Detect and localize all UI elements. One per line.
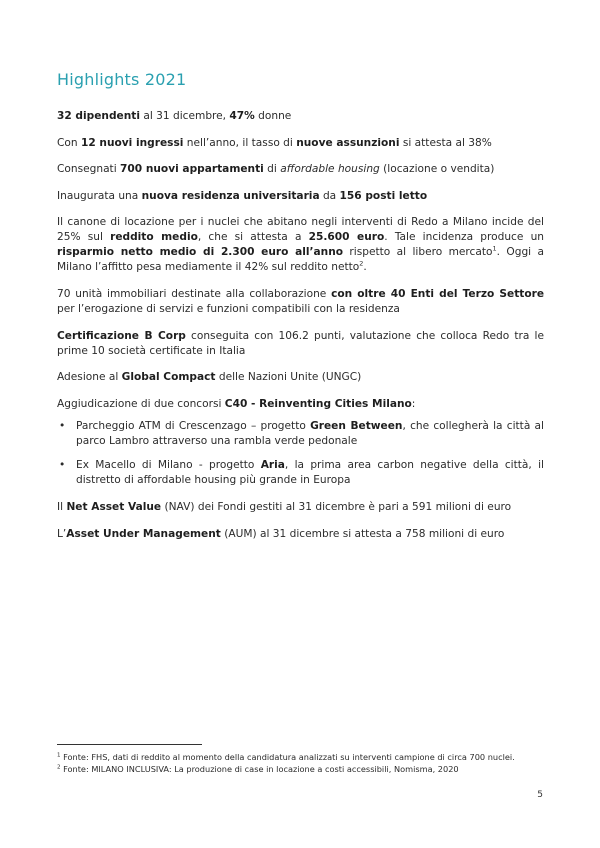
text-run: L’ bbox=[57, 527, 67, 540]
footnotes bbox=[57, 751, 544, 775]
highlight-paragraph bbox=[57, 500, 544, 515]
text-run: Consegnati bbox=[57, 163, 121, 176]
text-run: , la prima area carbon negative della città, il distretto di affordable housing più grande in Europa bbox=[76, 459, 544, 487]
bullet-icon: • bbox=[59, 420, 66, 433]
text-run: donne bbox=[254, 110, 292, 122]
c40-projects-list bbox=[57, 419, 544, 488]
text-run: Inaugurata una bbox=[57, 189, 142, 202]
text-run: di bbox=[263, 163, 281, 176]
text-run: delle Nazioni Unite (UNGC) bbox=[215, 371, 362, 384]
text-run: Fonte: FHS, dati di reddito al momento della candidatura analizzati su interventi campione di circa 700 nuclei. bbox=[60, 752, 515, 762]
text-run: . bbox=[363, 261, 367, 274]
bold-text: risparmio netto medio di 2.300 euro all’anno bbox=[57, 246, 344, 259]
bold-text: 47% bbox=[229, 110, 255, 122]
bold-text: Certificazione B Corp bbox=[57, 329, 186, 342]
highlight-paragraph bbox=[57, 370, 544, 385]
highlight-paragraph bbox=[57, 162, 544, 177]
bold-text: 32 dipendenti bbox=[57, 110, 140, 122]
text-run: . Oggi a Milano l’affitto pesa mediamente il 42% sul reddito netto bbox=[57, 246, 544, 274]
text-run: (locazione o vendita) bbox=[379, 163, 495, 176]
text-run: Il bbox=[57, 500, 67, 513]
text-run: Fonte: MILANO INCLUSIVA: La produzione di case in locazione a costi accessibili, Nomisma, 2020 bbox=[60, 764, 459, 775]
bold-text: reddito medio bbox=[110, 231, 198, 244]
footnote-ref: 1 bbox=[57, 752, 61, 759]
highlight-paragraph bbox=[57, 287, 544, 317]
footnote-ref: 1 bbox=[492, 244, 497, 253]
footnote-ref: 2 bbox=[57, 764, 61, 771]
bold-text: Green Between bbox=[310, 420, 403, 433]
text-run: si attesta al 38% bbox=[399, 136, 492, 149]
text-run: 70 unità immobiliari destinate alla collaborazione bbox=[57, 287, 332, 300]
highlight-paragraph bbox=[57, 397, 544, 412]
bold-text: nuove assunzioni bbox=[296, 136, 400, 149]
list-item bbox=[57, 458, 544, 488]
text-run: Parcheggio ATM di Crescenzago – progetto bbox=[76, 420, 311, 433]
text-run: per l’erogazione di servizi e funzioni compatibili con la residenza bbox=[57, 302, 400, 315]
list-item bbox=[57, 419, 544, 449]
bold-text: C40 - Reinventing Cities Milano bbox=[224, 397, 412, 410]
highlight-paragraph bbox=[57, 527, 544, 542]
highlight-paragraph bbox=[57, 215, 544, 275]
text-run: nell’anno, il tasso di bbox=[183, 136, 297, 149]
bold-text: Asset Under Management bbox=[66, 527, 221, 540]
highlight-paragraph bbox=[57, 189, 544, 204]
highlights-body bbox=[57, 109, 544, 553]
text-run: da bbox=[319, 189, 340, 202]
text-run: Aggiudicazione di due concorsi bbox=[57, 397, 225, 410]
bold-text: Global Compact bbox=[121, 371, 216, 384]
page-title: Highlights 2021 bbox=[57, 70, 187, 89]
bold-text: 156 posti letto bbox=[339, 189, 428, 202]
highlights-paragraphs bbox=[57, 109, 544, 412]
text-run: Il canone di locazione per i nuclei che abitano negli interventi di Redo a Milano incide del 25% sul bbox=[57, 216, 544, 244]
text-run: (AUM) al 31 dicembre si attesta a 758 milioni di euro bbox=[220, 527, 505, 540]
text-run: conseguita con 106.2 punti, valutazione che colloca Redo tra le prime 10 società certificate in Italia bbox=[57, 329, 544, 357]
highlight-paragraph bbox=[57, 329, 544, 359]
text-run: Con bbox=[57, 136, 81, 149]
text-run: . Tale incidenza produce un bbox=[384, 231, 544, 244]
bold-text: Aria bbox=[260, 459, 285, 472]
bold-text: 700 nuovi appartamenti bbox=[120, 163, 264, 176]
footnote-ref: 2 bbox=[359, 259, 364, 268]
footnote bbox=[57, 763, 544, 775]
footnote bbox=[57, 751, 544, 763]
text-run: , che collegherà la città al parco Lambro attraverso una rambla verde pedonale bbox=[76, 420, 544, 448]
text-run: Ex Macello di Milano - progetto bbox=[76, 459, 261, 472]
text-run: Adesione al bbox=[57, 371, 122, 384]
footnote-separator bbox=[57, 744, 202, 745]
highlight-paragraph bbox=[57, 109, 544, 124]
text-run: rispetto al libero mercato bbox=[343, 246, 493, 259]
text-run: al 31 dicembre, bbox=[139, 110, 230, 122]
page-number: 5 bbox=[537, 790, 543, 800]
text-run: : bbox=[411, 397, 416, 410]
bold-text: 25.600 euro bbox=[308, 231, 385, 244]
bold-text: nuova residenza universitaria bbox=[141, 189, 320, 202]
italic-text: affordable housing bbox=[280, 163, 380, 176]
highlight-paragraph bbox=[57, 136, 544, 151]
closing-paragraphs bbox=[57, 500, 544, 542]
bold-text: Net Asset Value bbox=[66, 500, 162, 513]
bold-text: 12 nuovi ingressi bbox=[80, 136, 184, 149]
text-run: (NAV) dei Fondi gestiti al 31 dicembre è pari a 591 milioni di euro bbox=[161, 500, 512, 513]
bold-text: con oltre 40 Enti del Terzo Settore bbox=[331, 287, 545, 300]
bullet-icon: • bbox=[59, 459, 66, 472]
text-run: , che si attesta a bbox=[197, 231, 309, 244]
